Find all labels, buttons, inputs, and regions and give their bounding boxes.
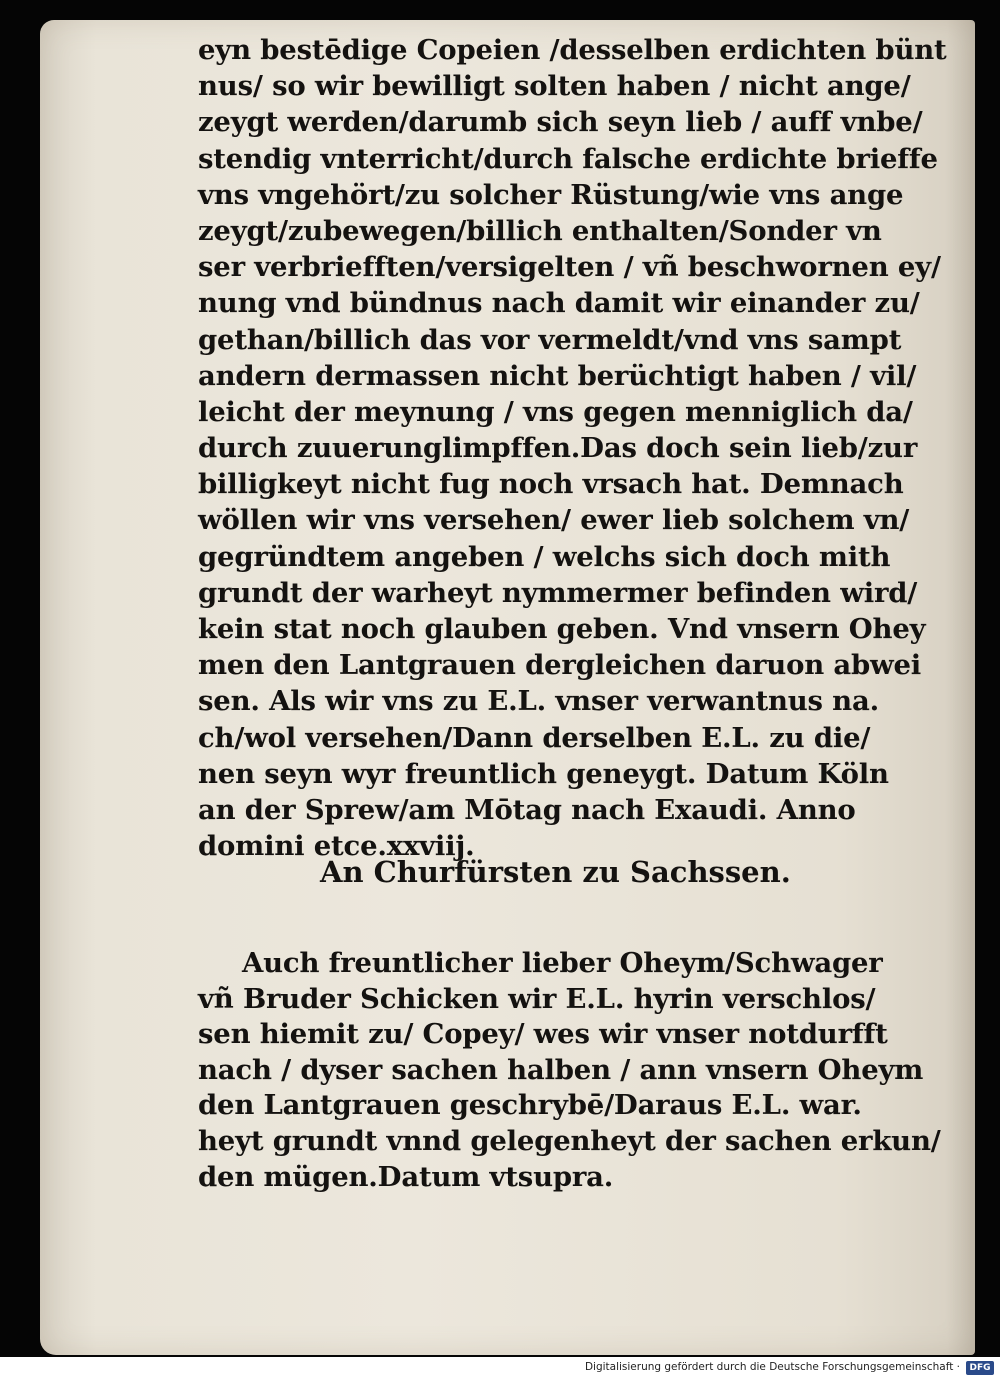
text-line: ser verbriefften/versigelten / vñ beschwornen ey/ (198, 251, 941, 284)
letter-text (198, 946, 941, 1195)
text-line: nung vnd bündnus nach damit wir einander zu/ (198, 287, 920, 320)
footer-bar (0, 1357, 1000, 1379)
text-line: vns vngehört/zu solcher Rüstung/wie vns ange (198, 178, 904, 211)
text-line: den Lantgrauen geschrybē/Daraus E.L. war. (198, 1089, 862, 1122)
text-line: gethan/billich das vor vermeldt/vnd vns sampt (198, 323, 902, 356)
text-line: sen hiemit zu/ Copey/ wes wir vnser notdurfft (198, 1018, 888, 1051)
text-line: gegründtem angeben / welchs sich doch mith (198, 540, 891, 573)
text-line: vñ Bruder Schicken wir E.L. hyrin verschlos/ (198, 982, 876, 1015)
text-line: billigkeyt nicht fug noch vrsach hat. Demnach (198, 468, 904, 501)
text-line: zeygt werden/darumb sich seyn lieb / auff vnbe/ (198, 106, 923, 139)
text-line: nus/ so wir bewilligt solten haben / nicht ange/ (198, 70, 911, 103)
text-line: kein stat noch glauben geben. Vnd vnsern Ohey (198, 613, 926, 645)
text-line: nen seyn wyr freuntlich geneygt. Datum Köln (198, 757, 889, 790)
text-line: stendig vnterricht/durch falsche erdichte brieffe (198, 142, 938, 175)
page-edge-shadow (947, 20, 975, 1355)
text-line: domini etce.xxviij. (198, 830, 475, 863)
text-line: wöllen wir vns versehen/ ewer lieb solchem vn/ (198, 504, 910, 537)
text-line: andern dermassen nicht berüchtigt haben / vil/ (198, 359, 917, 392)
text-line: men den Lantgrauen dergleichen daruon abwei (198, 649, 922, 682)
text-line: durch zuuerunglimpffen.Das doch sein lieb/zur (198, 432, 918, 465)
body-text (198, 32, 947, 864)
text-line: leicht der meynung / vns gegen menniglich da/ (198, 395, 913, 428)
text-line: eyn bestēdige Copeien /desselben erdichten bünt (198, 34, 947, 66)
text-line: an der Sprew/am Mōtag nach Exaudi. Anno (198, 793, 856, 826)
text-line: nach / dyser sachen halben / ann vnsern Oheym (198, 1053, 924, 1086)
section-heading: An Churfürsten zu Sachssen. (320, 855, 791, 889)
text-line: heyt grundt vnnd gelegenheyt der sachen erkun/ (198, 1124, 941, 1157)
text-line: zeygt/zubewegen/billich enthalten/Sonder vn (198, 214, 882, 247)
text-line: sen. Als wir vns zu E.L. vnser verwantnus na. (198, 685, 879, 718)
footer-credit: Digitalisierung gefördert durch die Deutsche Forschungsgemeinschaft · (584, 1361, 960, 1373)
text-line: Auch freuntlicher lieber Oheym/Schwager (242, 947, 883, 979)
text-line: ch/wol versehen/Dann derselben E.L. zu die/ (198, 721, 871, 754)
text-line: grundt der warheyt nymmermer befinden wird/ (198, 576, 918, 609)
dfg-logo-icon[interactable]: DFG (966, 1361, 994, 1375)
text-line: den mügen.Datum vtsupra. (198, 1160, 614, 1193)
